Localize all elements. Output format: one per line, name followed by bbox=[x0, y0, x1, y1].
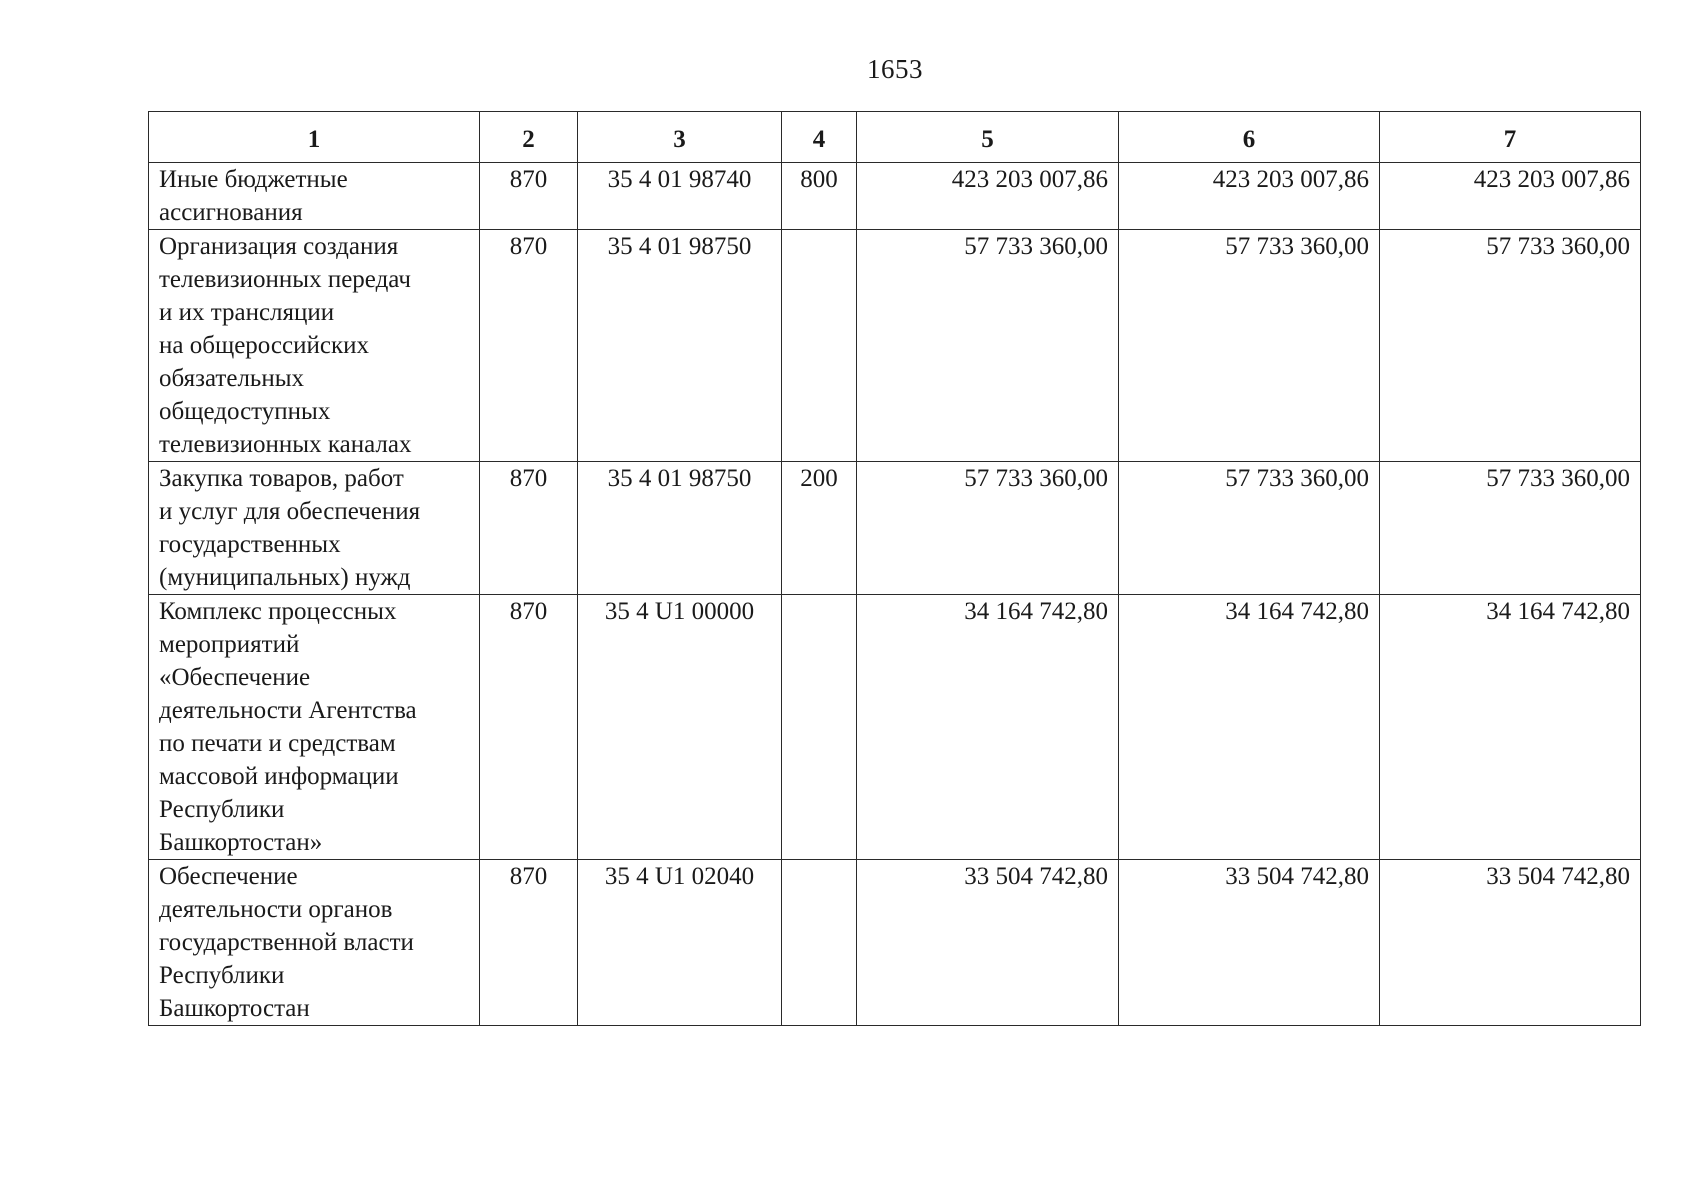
grbs-code-cell: 870 bbox=[480, 595, 578, 860]
expense-type-cell: 200 bbox=[782, 462, 857, 595]
expense-type-cell bbox=[782, 860, 857, 1026]
expense-type-cell bbox=[782, 230, 857, 462]
table-row bbox=[149, 462, 1641, 595]
row-name-cell bbox=[149, 163, 480, 230]
row-name-line: на общероссийских bbox=[159, 332, 369, 359]
header-row bbox=[149, 112, 1641, 163]
grbs-code-cell: 870 bbox=[480, 230, 578, 462]
row-name-line: деятельности Агентства bbox=[159, 697, 417, 724]
table-row bbox=[149, 230, 1641, 462]
row-name-line: «Обеспечение bbox=[159, 664, 311, 691]
row-name-line: по печати и средствам bbox=[159, 730, 396, 757]
row-name-line: и услуг для обеспечения bbox=[159, 498, 421, 525]
expense-type-cell: 800 bbox=[782, 163, 857, 230]
expense-type-cell bbox=[782, 595, 857, 860]
row-name-line: массовой информации bbox=[159, 763, 399, 790]
row-name-line: общедоступных bbox=[159, 398, 331, 425]
row-name-line: Республики bbox=[159, 962, 285, 989]
row-name-line: Закупка товаров, работ bbox=[159, 465, 404, 492]
row-name-line: Башкортостан» bbox=[159, 829, 323, 856]
amount-cell-2: 57 733 360,00 bbox=[1119, 230, 1380, 462]
amount-cell-1: 423 203 007,86 bbox=[857, 163, 1119, 230]
row-name-line: телевизионных передач bbox=[159, 266, 411, 293]
table-row bbox=[149, 163, 1641, 230]
budget-table bbox=[148, 111, 1641, 1026]
row-name-line: обязательных bbox=[159, 365, 304, 392]
row-name-line: телевизионных каналах bbox=[159, 431, 412, 458]
row-name-line: ассигнования bbox=[159, 199, 303, 226]
row-name-line: государственных bbox=[159, 531, 341, 558]
target-article-cell: 35 4 U1 02040 bbox=[578, 860, 782, 1026]
header-col-3: 3 bbox=[578, 112, 782, 163]
page-number: 1653 bbox=[867, 54, 923, 84]
row-name-line: государственной власти bbox=[159, 929, 414, 956]
amount-cell-1: 34 164 742,80 bbox=[857, 595, 1119, 860]
target-article-cell: 35 4 01 98740 bbox=[578, 163, 782, 230]
row-name-line: Организация создания bbox=[159, 233, 399, 260]
row-name-cell bbox=[149, 595, 480, 860]
amount-cell-3: 57 733 360,00 bbox=[1380, 230, 1641, 462]
row-name-line: Башкортостан bbox=[159, 995, 310, 1022]
amount-cell-3: 34 164 742,80 bbox=[1380, 595, 1641, 860]
table-header bbox=[149, 112, 1641, 163]
grbs-code-cell: 870 bbox=[480, 860, 578, 1026]
amount-cell-2: 57 733 360,00 bbox=[1119, 462, 1380, 595]
grbs-code-cell: 870 bbox=[480, 462, 578, 595]
row-name-line: Комплекс процессных bbox=[159, 598, 397, 625]
row-name-line: Республики bbox=[159, 796, 285, 823]
row-name-line: (муниципальных) нужд bbox=[159, 564, 411, 591]
table-row bbox=[149, 860, 1641, 1026]
amount-cell-2: 34 164 742,80 bbox=[1119, 595, 1380, 860]
amount-cell-3: 423 203 007,86 bbox=[1380, 163, 1641, 230]
target-article-cell: 35 4 01 98750 bbox=[578, 230, 782, 462]
header-col-1: 1 bbox=[149, 112, 480, 163]
row-name-cell bbox=[149, 462, 480, 595]
row-name-line: и их трансляции bbox=[159, 299, 335, 326]
header-col-7: 7 bbox=[1380, 112, 1641, 163]
header-col-5: 5 bbox=[857, 112, 1119, 163]
amount-cell-3: 57 733 360,00 bbox=[1380, 462, 1641, 595]
header-col-6: 6 bbox=[1119, 112, 1380, 163]
header-col-4: 4 bbox=[782, 112, 857, 163]
amount-cell-3: 33 504 742,80 bbox=[1380, 860, 1641, 1026]
header-col-2: 2 bbox=[480, 112, 578, 163]
row-name-line: деятельности органов bbox=[159, 896, 393, 923]
table-row bbox=[149, 595, 1641, 860]
amount-cell-1: 57 733 360,00 bbox=[857, 462, 1119, 595]
row-name-line: мероприятий bbox=[159, 631, 300, 658]
row-name-cell bbox=[149, 860, 480, 1026]
target-article-cell: 35 4 01 98750 bbox=[578, 462, 782, 595]
amount-cell-2: 33 504 742,80 bbox=[1119, 860, 1380, 1026]
amount-cell-1: 33 504 742,80 bbox=[857, 860, 1119, 1026]
amount-cell-2: 423 203 007,86 bbox=[1119, 163, 1380, 230]
row-name-cell bbox=[149, 230, 480, 462]
amount-cell-1: 57 733 360,00 bbox=[857, 230, 1119, 462]
row-name-line: Обеспечение bbox=[159, 863, 298, 890]
grbs-code-cell: 870 bbox=[480, 163, 578, 230]
table-body bbox=[149, 163, 1641, 1026]
target-article-cell: 35 4 U1 00000 bbox=[578, 595, 782, 860]
row-name-line: Иные бюджетные bbox=[159, 166, 348, 193]
